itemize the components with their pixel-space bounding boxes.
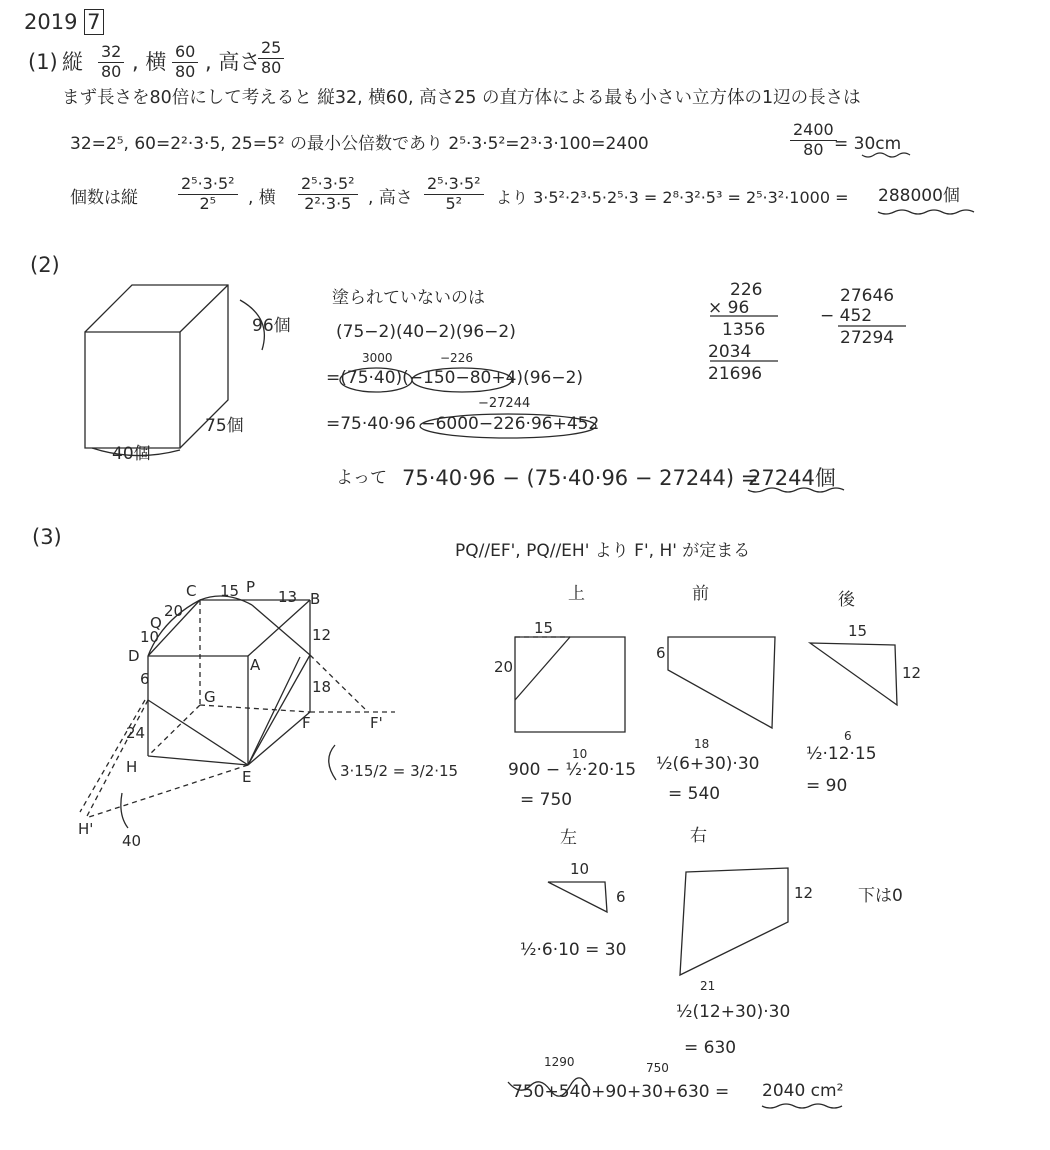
sum-over-a: 1290 xyxy=(544,1055,575,1069)
part3-answer: 2040 cm² xyxy=(762,1081,844,1101)
part1-takasa: , 高さ xyxy=(205,50,261,74)
mul-row-2: × 96 xyxy=(708,298,750,318)
len-d6: 6 xyxy=(140,670,150,688)
len-q10: 10 xyxy=(140,628,160,646)
cube-depth-label: 75個 xyxy=(205,416,244,436)
part3-label: (3) xyxy=(32,525,62,549)
view-top-over: 10 xyxy=(572,747,588,761)
len-b12: 12 xyxy=(312,626,332,644)
mul-row-4: 2034 xyxy=(708,342,752,362)
fraction-takasa: $\frac{25}{80}$ xyxy=(258,40,284,77)
fraction-3b: $\frac{\text{2⁵·3·5²}}{\text{2²·3·5}}$ xyxy=(298,176,358,213)
solid-figure xyxy=(80,596,395,828)
cube-width-label: 40個 xyxy=(112,444,151,464)
pt-A: A xyxy=(250,656,261,674)
view-left-b: 6 xyxy=(616,888,626,906)
view-back-title: 後 xyxy=(838,590,855,610)
part1-answer: 288000個 xyxy=(878,186,960,206)
pt-Q: Q xyxy=(150,614,162,632)
view-right-a: 12 xyxy=(794,884,814,902)
view-right-shape xyxy=(680,868,788,975)
part2-conclusion-head: よって xyxy=(336,468,387,488)
part2-label: (2) xyxy=(30,253,60,277)
part1-tate: 縦 xyxy=(62,50,83,74)
part1-line3-takasa: , 高さ xyxy=(368,188,413,208)
view-top-shape xyxy=(515,637,625,732)
view-back-over: 6 xyxy=(844,729,852,743)
view-right-result: = 630 xyxy=(684,1038,737,1058)
part2-over-a: 3000 xyxy=(362,351,393,365)
sub-row-1: 27646 xyxy=(840,286,895,306)
part2-over-c: −27244 xyxy=(478,396,531,411)
len-pb: 13 xyxy=(278,588,298,606)
answer-underline-4 xyxy=(762,1104,842,1108)
part2-line3: =75·40·96 −6000−226·96+452 xyxy=(326,414,600,434)
len-f18: 18 xyxy=(312,678,332,696)
view-right-over: 21 xyxy=(700,979,716,993)
fraction-3a: $\frac{\text{2⁵·3·5²}}{\text{2⁵}}$ xyxy=(178,176,238,213)
view-back-shape xyxy=(810,643,897,705)
view-right-calc: ½(12+30)·30 xyxy=(676,1002,791,1022)
view-left-title: 左 xyxy=(560,828,577,848)
mul-row-3: 1356 xyxy=(722,320,766,340)
sub-row-3: 27294 xyxy=(840,328,895,348)
view-right-title: 右 xyxy=(690,826,707,846)
view-left-shape xyxy=(548,882,607,912)
part2-over-b: −226 xyxy=(440,351,473,365)
view-top-a: 15 xyxy=(534,619,554,637)
pt-F: F xyxy=(302,714,311,732)
part2-answer: 27244個 xyxy=(748,466,836,490)
view-front-result: = 540 xyxy=(668,784,721,804)
view-left-calc: ½·6·10 = 30 xyxy=(520,940,627,960)
view-bottom-note: 下は0 xyxy=(858,886,903,906)
view-front-over: 18 xyxy=(694,737,710,751)
part2-heading: 塗られていないのは xyxy=(332,288,485,308)
len-cp: 15 xyxy=(220,582,240,600)
view-front-a: 6 xyxy=(656,644,666,662)
len-q20: 20 xyxy=(164,602,184,620)
view-top-b: 20 xyxy=(494,658,514,676)
len-h24: 24 xyxy=(126,724,146,742)
view-back-b: 12 xyxy=(902,664,922,682)
part1-line2: 32=2⁵, 60=2²·3·5, 25=5² の最小公倍数であり 2⁵·3·5²=2³·3·100=2400 xyxy=(70,134,649,154)
view-back-a: 15 xyxy=(848,622,868,640)
part2-line2: =(75·40)(−150−80+4)(96−2) xyxy=(326,368,584,388)
fraction-3c: $\frac{\text{2⁵·3·5²}}{\text{5²}}$ xyxy=(424,176,484,213)
year-label: 2019 7 xyxy=(24,12,104,33)
view-front-title: 前 xyxy=(692,584,709,604)
view-front-calc: ½(6+30)·30 xyxy=(656,754,760,774)
view-back-calc: ½·12·15 xyxy=(806,744,877,764)
pt-B: B xyxy=(310,590,321,608)
part2-line1: (75−2)(40−2)(96−2) xyxy=(336,322,516,342)
pt-H-prime: H' xyxy=(78,820,94,838)
fraction-tate: $\frac{32}{80}$ xyxy=(98,44,124,81)
part1-line1: まず長さを80倍にして考えると 縦32, 横60, 高さ25 の直方体による最も小さい立方体の1辺の長さは xyxy=(62,88,861,108)
pt-G: G xyxy=(204,688,216,706)
fraction-result: $\frac{2400}{80}$ xyxy=(790,122,837,159)
view-front-shape xyxy=(668,637,775,728)
part1-yoko: , 横 xyxy=(132,50,167,74)
view-top-calc: 900 − ½·20·15 xyxy=(508,760,637,780)
part2-conclusion: 75·40·96 − (75·40·96 − 27244) = xyxy=(402,466,759,490)
part1-label: (1) xyxy=(28,50,58,74)
side-note: 3·15/2 = 3/2·15 xyxy=(340,762,459,780)
fraction-yoko: $\frac{60}{80}$ xyxy=(172,44,198,81)
view-back-result: = 90 xyxy=(806,776,848,796)
view-top-title: 上 xyxy=(568,584,585,604)
len-h40: 40 xyxy=(122,832,142,850)
pt-P: P xyxy=(246,578,256,596)
mul-row-5: 21696 xyxy=(708,364,763,384)
pt-H: H xyxy=(126,758,138,776)
sum-expression: 750+540+90+30+630 = xyxy=(512,1082,730,1102)
part3-statement: PQ//EF', PQ//EH' より F', H' が定まる xyxy=(455,541,751,561)
pt-E: E xyxy=(242,768,252,786)
sum-over-b: 750 xyxy=(646,1061,669,1075)
answer-underline-2 xyxy=(878,210,974,214)
part1-result: = 30cm xyxy=(834,134,902,154)
cube-height-label: 96個 xyxy=(252,316,291,336)
pt-D: D xyxy=(128,647,140,665)
view-top-result: = 750 xyxy=(520,790,573,810)
part1-line3-head: 個数は縦 xyxy=(70,188,138,208)
mul-row-1: 226 xyxy=(730,280,763,300)
pt-F-prime: F' xyxy=(370,714,383,732)
part1-line3-tail: より 3·5²·2³·5·2⁵·3 = 2⁸·3²·5³ = 2⁵·3²·1000 = xyxy=(496,188,849,207)
part1-line3-yoko: , 横 xyxy=(248,188,276,208)
view-left-a: 10 xyxy=(570,860,590,878)
sub-row-2: − 452 xyxy=(820,306,873,326)
pt-C: C xyxy=(186,582,197,600)
